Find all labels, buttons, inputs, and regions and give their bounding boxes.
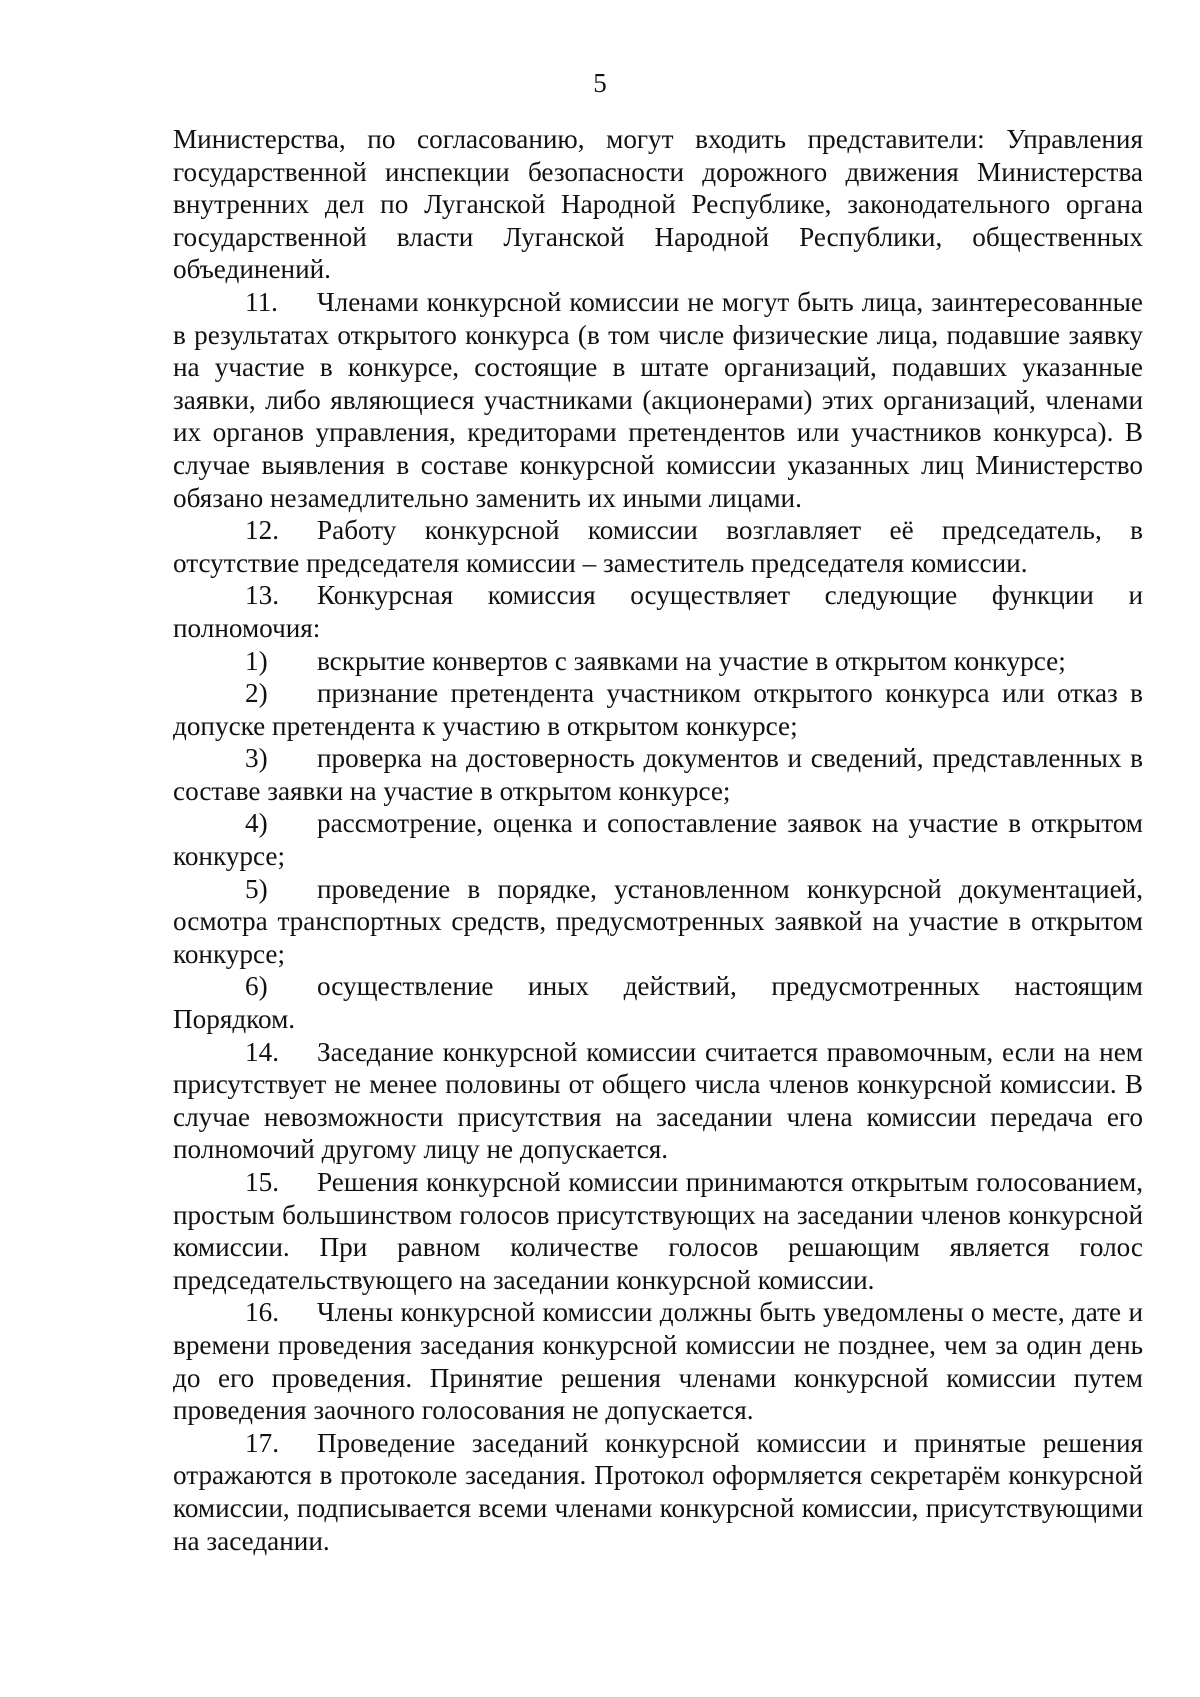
list-item-4 (173, 807, 1143, 872)
paragraph-text: Конкурсная комиссия осуществляет следующие функции и полномочия: (173, 580, 1143, 643)
paragraph-text: Решения конкурсной комиссии принимаются открытым голосованием, простым большинством голосов присутствующих на заседании членов конкурсной комиссии. При равном количестве голосов решающим является голос председательствующего на заседании конкурсной комиссии. (173, 1167, 1143, 1295)
paragraph-11 (173, 286, 1143, 514)
paragraph-number: 15. (245, 1167, 279, 1197)
paragraph-12 (173, 514, 1143, 579)
paragraph-text: Заседание конкурсной комиссии считается правомочным, если на нем присутствует не менее половины от общего числа членов конкурсной комиссии. В случае невозможности присутствия на заседании члена комиссии передача его полномочий другому лицу не допускается. (173, 1036, 1143, 1165)
page-number: 5 (593, 68, 607, 98)
paragraph-number: 13. (245, 580, 279, 611)
paragraph-number: 17. (245, 1427, 279, 1458)
paragraph-16 (173, 1296, 1143, 1426)
paragraph-15 (173, 1166, 1143, 1296)
list-item-3 (173, 742, 1143, 807)
paragraph-13 (173, 579, 1143, 644)
paragraph-14 (173, 1036, 1143, 1166)
list-item-number: 4) (245, 808, 268, 839)
list-item-text: рассмотрение, оценка и сопоставление заявок на участие в открытом конкурсе; (173, 808, 1143, 872)
paragraph-text: Работу конкурсной комиссии возглавляет её председатель, в отсутствие председателя комиссии – заместитель председателя комиссии. (173, 515, 1143, 578)
paragraph-number: 14. (245, 1036, 279, 1067)
paragraph-17 (173, 1427, 1143, 1557)
paragraph-number: 11. (245, 286, 278, 317)
list-item-1 (173, 645, 1143, 678)
paragraph-text: Проведение заседаний конкурсной комиссии и принятые решения отражаются в протоколе заседания. Протокол оформляется секретарём конкурсной комиссии, подписывается всеми членами конкурсной комиссии, присутствующими на заседании. (173, 1427, 1143, 1556)
list-item-text: признание претендента участником открытого конкурса или отказ в допуске претендента к участию в открытом конкурсе; (173, 678, 1143, 741)
paragraph-text: Членами конкурсной комиссии не могут быть лица, заинтересованные в результатах открытого конкурса (в том числе физические лица, подавшие заявку на участие в конкурсе, состоящие в штате организаций, подавших указанные заявки, либо являющиеся участниками (акционерами) этих организаций, членами их органов управления, кредиторами претендентов или участников конкурса). В случае выявления в составе конкурсной комиссии указанных лиц Министерство обязано незамедлительно заменить их иными лицами. (173, 286, 1143, 513)
list-item-text: осуществление иных действий, предусмотренных настоящим Порядком. (173, 971, 1143, 1035)
paragraph-continuation (173, 123, 1143, 286)
paragraph-number: 12. (245, 515, 279, 546)
paragraph-number: 16. (245, 1297, 279, 1328)
list-item-5 (173, 873, 1143, 971)
document-body (173, 123, 1143, 1557)
list-item-number: 5) (245, 873, 268, 904)
list-item-text: проверка на достоверность документов и сведений, представленных в составе заявки на участие в открытом конкурсе; (173, 743, 1143, 806)
list-item-6 (173, 970, 1143, 1035)
list-item-number: 1) (245, 645, 268, 676)
list-item-text: проведение в порядке, установленном конкурсной документацией, осмотра транспортных средств, предусмотренных заявкой на участие в открытом конкурсе; (173, 873, 1143, 969)
paragraph-text: Министерства, по согласованию, могут входить представители: Управления государственной инспекции безопасности дорожного движения Министерства внутренних дел по Луганской Народной Республике, законодательного органа государственной власти Луганской Народной Республики, общественных объединений. (173, 124, 1143, 285)
list-item-number: 3) (245, 743, 268, 774)
list-item-number: 6) (245, 971, 268, 1002)
paragraph-text: Члены конкурсной комиссии должны быть уведомлены о месте, дате и времени проведения заседания конкурсной комиссии не позднее, чем за один день до его проведения. Принятие решения членами конкурсной комиссии путем проведения заочного голосования не допускается. (173, 1297, 1143, 1426)
list-item-2 (173, 677, 1143, 742)
list-item-text: вскрытие конвертов с заявками на участие в открытом конкурсе; (317, 645, 1066, 676)
list-item-number: 2) (245, 678, 268, 709)
